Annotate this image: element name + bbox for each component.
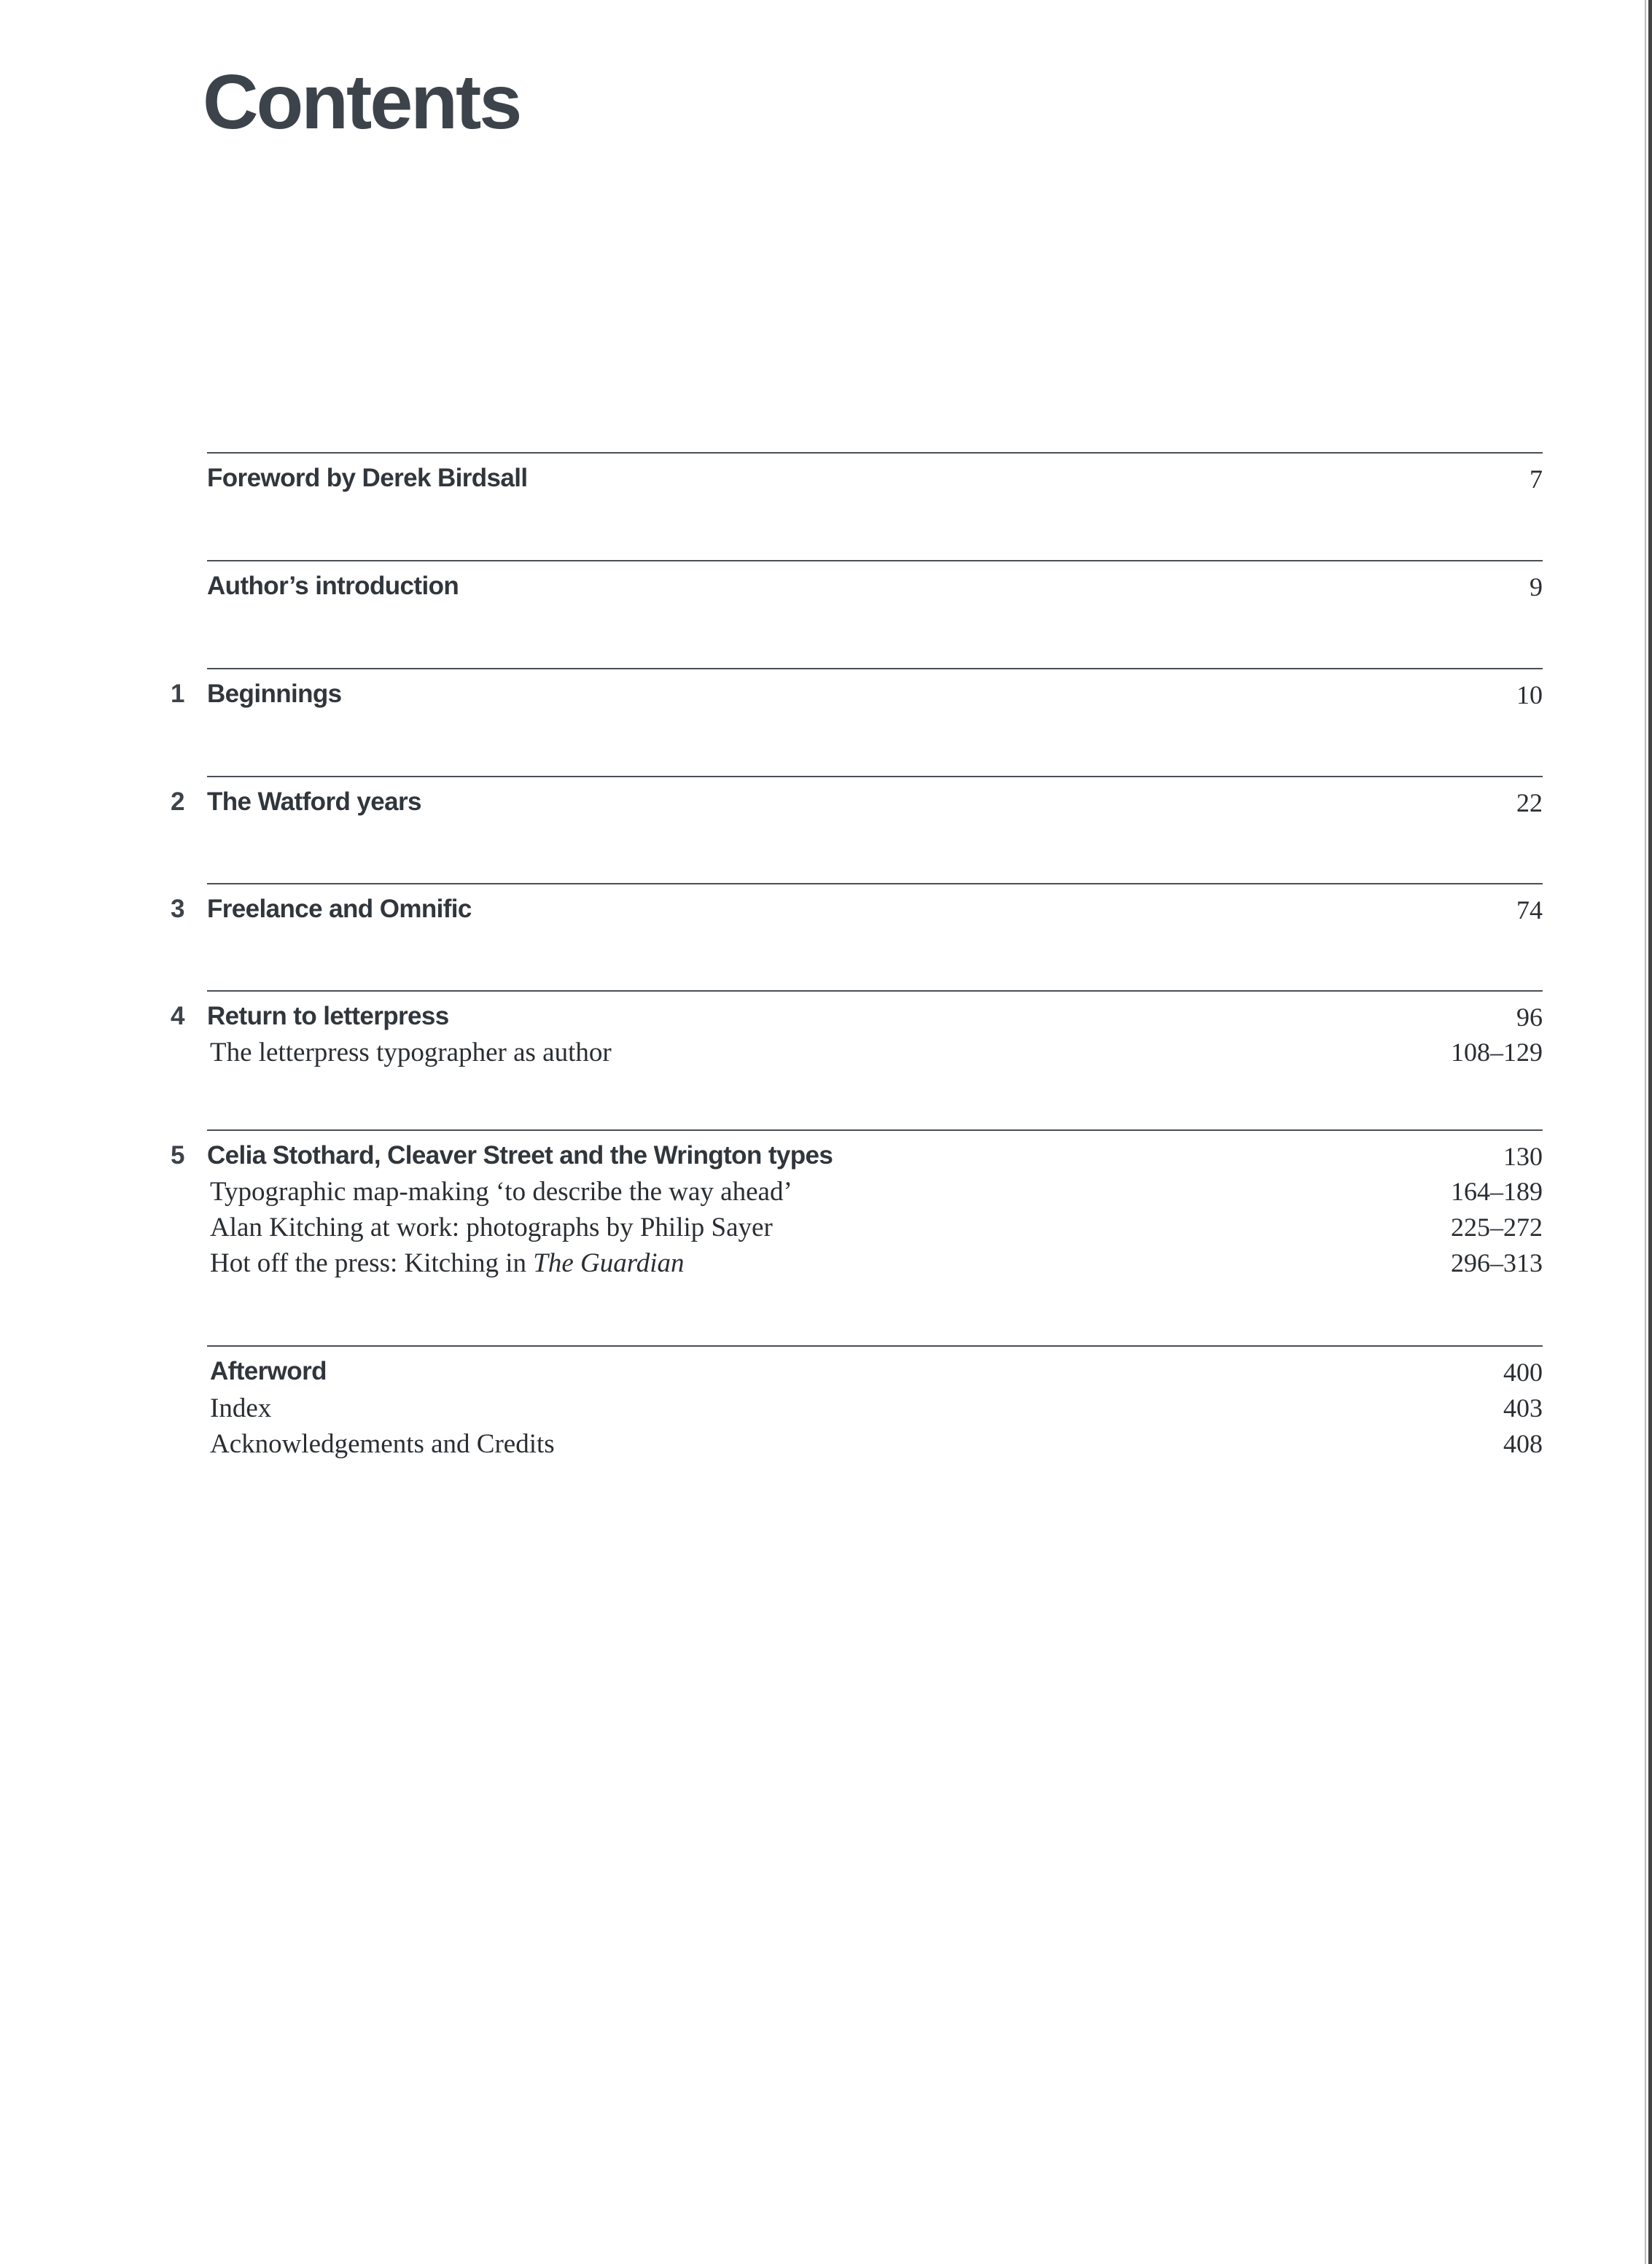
divider (207, 452, 1543, 454)
toc-entry[interactable] (168, 572, 1543, 608)
entry-title: Afterword (210, 1357, 327, 1385)
scan-edge (1648, 0, 1652, 2264)
toc-subentry[interactable] (168, 1393, 1543, 1429)
entry-title-italic: The Guardian (533, 1248, 685, 1278)
entry-page: 225–272 (1451, 1213, 1543, 1242)
entry-page: 296–313 (1451, 1248, 1543, 1277)
toc-subentry[interactable] (168, 1248, 1543, 1284)
toc-subentry[interactable] (168, 1212, 1543, 1248)
toc-entry[interactable] (168, 680, 1543, 716)
entry-title: Freelance and Omnific (207, 895, 472, 923)
entry-title: Typographic map-making ‘to describe the way ahead’ (210, 1177, 792, 1207)
entry-title: Author’s introduction (207, 572, 459, 600)
divider (207, 776, 1543, 777)
entry-page: 9 (1530, 572, 1543, 602)
entry-page: 130 (1503, 1142, 1543, 1171)
toc-subentry[interactable] (168, 1428, 1543, 1465)
entry-title-text: Hot off the press: Kitching in (210, 1248, 534, 1278)
entry-title: Index (210, 1393, 272, 1423)
toc-entry[interactable] (168, 787, 1543, 824)
entry-page: 10 (1516, 680, 1543, 709)
page-title: Contents (203, 59, 521, 145)
divider (207, 990, 1543, 992)
divider (207, 668, 1543, 669)
toc-entry[interactable] (168, 1141, 1543, 1178)
chapter-number: 3 (171, 895, 185, 923)
entry-page: 96 (1516, 1003, 1543, 1032)
chapter-number: 1 (171, 680, 185, 708)
entry-title: The letterpress typographer as author (210, 1038, 612, 1067)
entry-title: Celia Stothard, Cleaver Street and the Wrington types (207, 1141, 833, 1170)
divider (207, 883, 1543, 884)
scan-edge-line (1645, 0, 1646, 2264)
chapter-number: 2 (171, 787, 185, 816)
divider (207, 1345, 1543, 1347)
entry-page: 408 (1503, 1429, 1543, 1458)
toc-entry[interactable] (168, 464, 1543, 500)
entry-title: Acknowledgements and Credits (210, 1429, 555, 1459)
entry-page: 22 (1516, 788, 1543, 817)
entry-page: 7 (1530, 464, 1543, 494)
entry-page: 403 (1503, 1393, 1543, 1423)
entry-title (210, 1248, 685, 1279)
entry-page: 108–129 (1451, 1038, 1543, 1067)
entry-title: Alan Kitching at work: photographs by Philip Sayer (210, 1213, 773, 1242)
toc-subentry[interactable] (168, 1176, 1543, 1213)
divider (207, 1129, 1543, 1131)
entry-title: Return to letterpress (207, 1002, 449, 1030)
entry-title: Foreword by Derek Birdsall (207, 464, 528, 492)
chapter-number: 4 (171, 1002, 185, 1030)
chapter-number: 5 (171, 1141, 185, 1170)
entry-page: 164–189 (1451, 1177, 1543, 1206)
entry-title: The Watford years (207, 787, 421, 816)
toc-entry[interactable] (168, 1357, 1543, 1393)
toc-subentry[interactable] (168, 1037, 1543, 1073)
entry-page: 74 (1516, 895, 1543, 925)
toc-entry[interactable] (168, 895, 1543, 931)
divider (207, 560, 1543, 561)
entry-page: 400 (1503, 1358, 1543, 1387)
entry-title: Beginnings (207, 680, 342, 708)
toc-entry[interactable] (168, 1002, 1543, 1038)
